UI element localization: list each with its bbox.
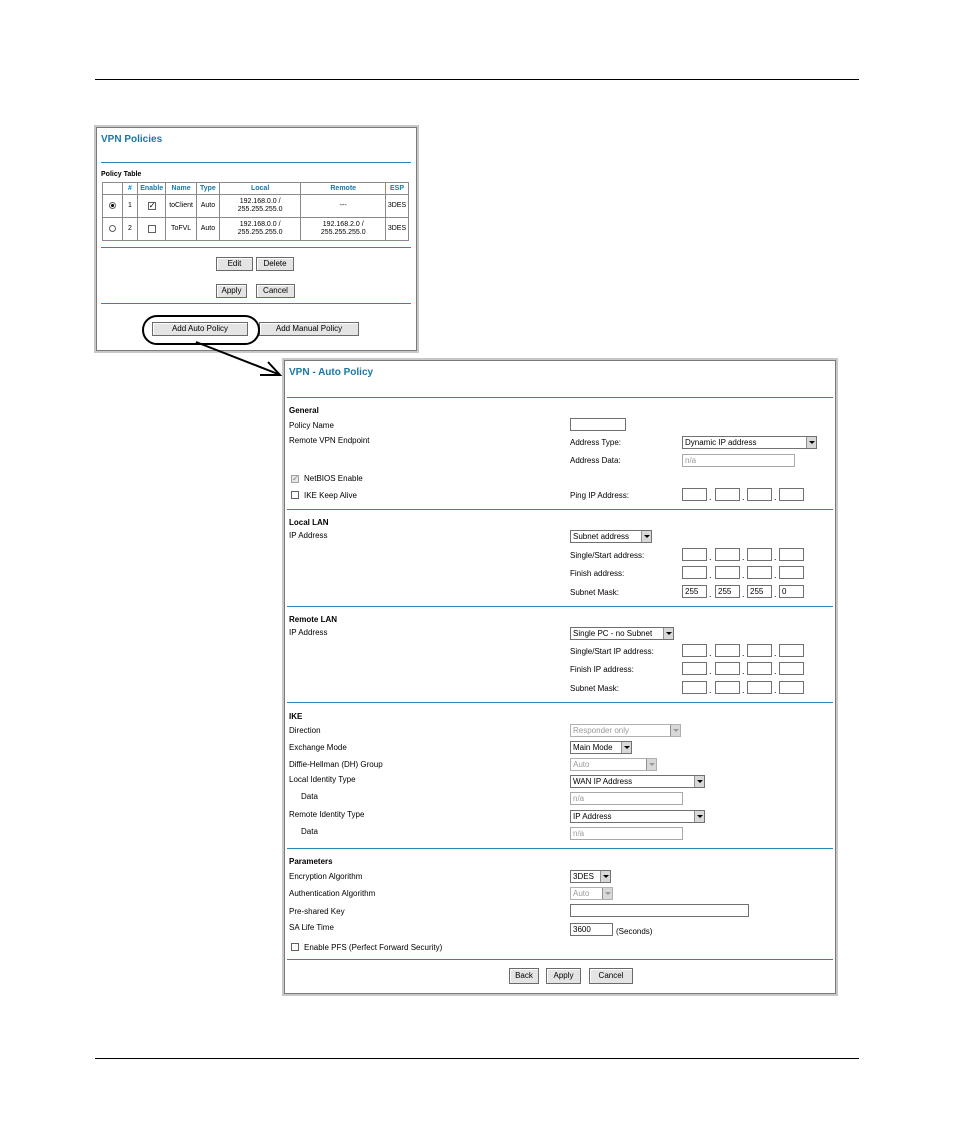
preshared-key-label: Pre-shared Key	[289, 907, 345, 916]
ip-dot: .	[742, 589, 745, 599]
ip-dot: .	[742, 648, 745, 658]
encryption-label: Encryption Algorithm	[289, 872, 363, 881]
local-mask-octet-2[interactable]: 255	[715, 585, 740, 598]
direction-value: Responder only	[573, 726, 630, 735]
auto-divider-general	[287, 509, 833, 510]
row-name: ToFVL	[166, 218, 197, 241]
row-remote-mask: 255.255.255.0	[320, 229, 366, 236]
row-select-radio[interactable]	[109, 225, 116, 232]
row-esp: 3DES	[385, 218, 408, 241]
ip-dot: .	[742, 685, 745, 695]
exchange-mode-label: Exchange Mode	[289, 743, 347, 752]
ip-dot: .	[774, 570, 777, 580]
address-type-value: Dynamic IP address	[685, 438, 757, 447]
policies-divider-bottom	[101, 303, 411, 304]
auto-divider-remote	[287, 702, 833, 703]
ip-dot: .	[709, 685, 712, 695]
row-enable-checkbox[interactable]	[148, 225, 156, 233]
row-remote	[301, 218, 386, 241]
row-local	[219, 195, 301, 218]
remote-mask-octet-4[interactable]	[779, 681, 804, 694]
col-type: Type	[196, 183, 219, 195]
local-identity-label: Local Identity Type	[289, 775, 356, 784]
col-select	[103, 183, 123, 195]
row-local-net: 192.168.0.0 /	[239, 198, 281, 205]
row-select-radio[interactable]	[109, 202, 116, 209]
local-finish-octet-2[interactable]	[715, 566, 740, 579]
netbios-label: NetBIOS Enable	[304, 474, 363, 483]
ping-ip-octet-1[interactable]	[682, 488, 707, 501]
local-start-octet-1[interactable]	[682, 548, 707, 561]
remote-mask-octet-2[interactable]	[715, 681, 740, 694]
row-remote-net: ---	[339, 202, 347, 209]
table-row	[103, 218, 409, 241]
local-start-octet-3[interactable]	[747, 548, 772, 561]
local-finish-octet-3[interactable]	[747, 566, 772, 579]
remote-finish-octet-2[interactable]	[715, 662, 740, 675]
col-enable: Enable	[138, 183, 166, 195]
local-mask-octet-4[interactable]: 0	[779, 585, 804, 598]
remote-finish-label: Finish IP address:	[570, 665, 634, 674]
ip-dot: .	[709, 589, 712, 599]
ip-dot: .	[709, 666, 712, 676]
local-identity-select[interactable]	[570, 775, 705, 788]
pfs-label: Enable PFS (Perfect Forward Security)	[304, 943, 443, 952]
remote-mask-label: Subnet Mask:	[570, 684, 619, 693]
row-esp: 3DES	[385, 195, 408, 218]
local-data-label: Data	[301, 792, 318, 801]
policy-table-label: Policy Table	[101, 171, 142, 178]
auto-policy-title: VPN - Auto Policy	[289, 367, 374, 378]
back-button[interactable]: Back	[509, 968, 539, 984]
ip-dot: .	[742, 570, 745, 580]
col-local: Local	[219, 183, 301, 195]
table-row	[103, 195, 409, 218]
policy-table-header-row	[103, 183, 409, 195]
col-remote: Remote	[301, 183, 386, 195]
ip-dot: .	[709, 648, 712, 658]
add-auto-policy-button[interactable]: Add Auto Policy	[152, 322, 248, 336]
row-remote-net: 192.168.2.0 /	[322, 221, 364, 228]
policies-divider-mid	[101, 247, 411, 248]
row-type: Auto	[196, 218, 219, 241]
remote-identity-value: IP Address	[573, 812, 612, 821]
col-name: Name	[166, 183, 197, 195]
row-enable-checkbox[interactable]: ✓	[148, 200, 156, 210]
remote-data-input[interactable]: n/a	[570, 827, 683, 840]
ping-ip-octet-4[interactable]	[779, 488, 804, 501]
remote-ip-label: IP Address	[289, 628, 328, 637]
local-finish-octet-1[interactable]	[682, 566, 707, 579]
local-ip-type-value: Subnet address	[573, 532, 630, 541]
chevron-down-icon	[621, 742, 631, 753]
remote-identity-label: Remote Identity Type	[289, 810, 365, 819]
chevron-down-icon	[663, 628, 673, 639]
policies-divider-top	[101, 162, 411, 163]
row-local-mask: 255.255.255.0	[237, 229, 283, 236]
ip-dot: .	[774, 492, 777, 502]
add-manual-policy-button[interactable]: Add Manual Policy	[259, 322, 359, 336]
chevron-down-icon	[670, 725, 680, 736]
dh-group-select[interactable]	[570, 758, 657, 771]
remote-ip-type-select[interactable]	[570, 627, 674, 640]
ip-dot: .	[774, 685, 777, 695]
chevron-down-icon	[646, 759, 656, 770]
ip-dot: .	[774, 589, 777, 599]
remote-finish-octet-1[interactable]	[682, 662, 707, 675]
row-select-cell	[103, 195, 123, 218]
remote-endpoint-label: Remote VPN Endpoint	[289, 436, 370, 445]
ping-ip-octet-2[interactable]	[715, 488, 740, 501]
row-local-mask: 255.255.255.0	[237, 206, 283, 213]
remote-start-label: Single/Start IP address:	[570, 647, 654, 656]
sa-lifetime-unit: (Seconds)	[616, 927, 653, 936]
address-data-label: Address Data:	[570, 456, 621, 465]
local-ip-type-select[interactable]	[570, 530, 652, 543]
local-mask-octet-1[interactable]: 255	[682, 585, 707, 598]
parameters-heading: Parameters	[289, 857, 333, 866]
remote-ip-type-value: Single PC - no Subnet	[573, 629, 653, 638]
local-finish-octet-4[interactable]	[779, 566, 804, 579]
policy-name-label: Policy Name	[289, 421, 334, 430]
netbios-checkbox[interactable]: ✓	[292, 474, 299, 483]
remote-mask-octet-1[interactable]	[682, 681, 707, 694]
ip-dot: .	[742, 666, 745, 676]
authentication-select[interactable]	[570, 887, 613, 900]
col-number: #	[122, 183, 138, 195]
encryption-select[interactable]	[570, 870, 611, 883]
row-type: Auto	[196, 195, 219, 218]
row-number: 2	[122, 218, 138, 241]
remote-data-label: Data	[301, 827, 318, 836]
bottom-page-rule	[95, 1058, 859, 1059]
row-number: 1	[122, 195, 138, 218]
local-ip-label: IP Address	[289, 531, 328, 540]
authentication-value: Auto	[573, 889, 590, 898]
address-type-label: Address Type:	[570, 438, 621, 447]
ike-keepalive-label: IKE Keep Alive	[304, 491, 357, 500]
col-esp: ESP	[385, 183, 408, 195]
ip-dot: .	[774, 552, 777, 562]
sa-lifetime-input[interactable]: 3600	[570, 923, 613, 936]
authentication-label: Authentication Algorithm	[289, 889, 376, 898]
ip-dot: .	[742, 552, 745, 562]
remote-identity-select[interactable]	[570, 810, 705, 823]
local-identity-value: WAN IP Address	[573, 777, 633, 786]
ike-keepalive-checkbox[interactable]	[291, 491, 299, 499]
remote-start-octet-3[interactable]	[747, 644, 772, 657]
chevron-down-icon	[694, 776, 704, 787]
ip-dot: .	[774, 648, 777, 658]
auto-divider-ike	[287, 848, 833, 849]
policy-name-input[interactable]	[570, 418, 626, 431]
remote-start-octet-2[interactable]	[715, 644, 740, 657]
local-start-octet-4[interactable]	[779, 548, 804, 561]
auto-cancel-button[interactable]: Cancel	[589, 968, 633, 984]
remote-start-octet-1[interactable]	[682, 644, 707, 657]
row-enable-cell	[138, 195, 166, 218]
exchange-mode-value: Main Mode	[573, 743, 613, 752]
sa-lifetime-label: SA Life Time	[289, 923, 334, 932]
local-start-octet-2[interactable]	[715, 548, 740, 561]
row-select-cell	[103, 218, 123, 241]
ip-dot: .	[709, 552, 712, 562]
policy-table	[102, 182, 409, 241]
row-local-net: 192.168.0.0 /	[239, 221, 281, 228]
direction-label: Direction	[289, 726, 321, 735]
dh-group-label: Diffie-Hellman (DH) Group	[289, 760, 383, 769]
auto-apply-button[interactable]: Apply	[546, 968, 581, 984]
local-data-input[interactable]: n/a	[570, 792, 683, 805]
remote-start-octet-4[interactable]	[779, 644, 804, 657]
ip-dot: .	[709, 570, 712, 580]
row-enable-cell	[138, 218, 166, 241]
auto-divider-title	[287, 397, 833, 398]
ip-dot: .	[774, 666, 777, 676]
auto-divider-local	[287, 606, 833, 607]
policies-title: VPN Policies	[101, 134, 163, 145]
callout-arrow-icon	[190, 338, 285, 383]
chevron-down-icon	[600, 871, 610, 882]
local-mask-label: Subnet Mask:	[570, 588, 619, 597]
row-remote	[301, 195, 386, 218]
local-lan-heading: Local LAN	[289, 518, 329, 527]
ip-dot: .	[709, 492, 712, 502]
local-mask-octet-3[interactable]: 255	[747, 585, 772, 598]
ike-heading: IKE	[289, 712, 303, 721]
direction-select[interactable]	[570, 724, 681, 737]
remote-finish-octet-4[interactable]	[779, 662, 804, 675]
dh-group-value: Auto	[573, 760, 590, 769]
vpn-auto-policy-panel	[284, 360, 836, 994]
remote-finish-octet-3[interactable]	[747, 662, 772, 675]
ping-ip-label: Ping IP Address:	[570, 491, 629, 500]
top-page-rule	[95, 79, 859, 80]
remote-mask-octet-3[interactable]	[747, 681, 772, 694]
chevron-down-icon	[602, 888, 612, 899]
remote-lan-heading: Remote LAN	[289, 615, 338, 624]
general-heading: General	[289, 406, 319, 415]
pfs-checkbox[interactable]	[291, 943, 299, 951]
edit-button[interactable]: Edit	[216, 257, 253, 271]
ping-ip-octet-3[interactable]	[747, 488, 772, 501]
encryption-value: 3DES	[573, 872, 594, 881]
delete-button[interactable]: Delete	[256, 257, 294, 271]
address-type-select[interactable]	[682, 436, 817, 449]
chevron-down-icon	[641, 531, 651, 542]
ip-dot: .	[742, 492, 745, 502]
local-start-label: Single/Start address:	[570, 551, 645, 560]
local-finish-label: Finish address:	[570, 569, 625, 578]
auto-divider-params	[287, 959, 833, 960]
chevron-down-icon	[694, 811, 704, 822]
vpn-policies-panel	[96, 127, 417, 351]
row-name: toClient	[166, 195, 197, 218]
exchange-mode-select[interactable]	[570, 741, 632, 754]
apply-button[interactable]: Apply	[216, 284, 247, 298]
row-local	[219, 218, 301, 241]
preshared-key-input[interactable]	[570, 904, 749, 917]
chevron-down-icon	[806, 437, 816, 448]
address-data-input[interactable]: n/a	[682, 454, 795, 467]
cancel-button[interactable]: Cancel	[256, 284, 295, 298]
